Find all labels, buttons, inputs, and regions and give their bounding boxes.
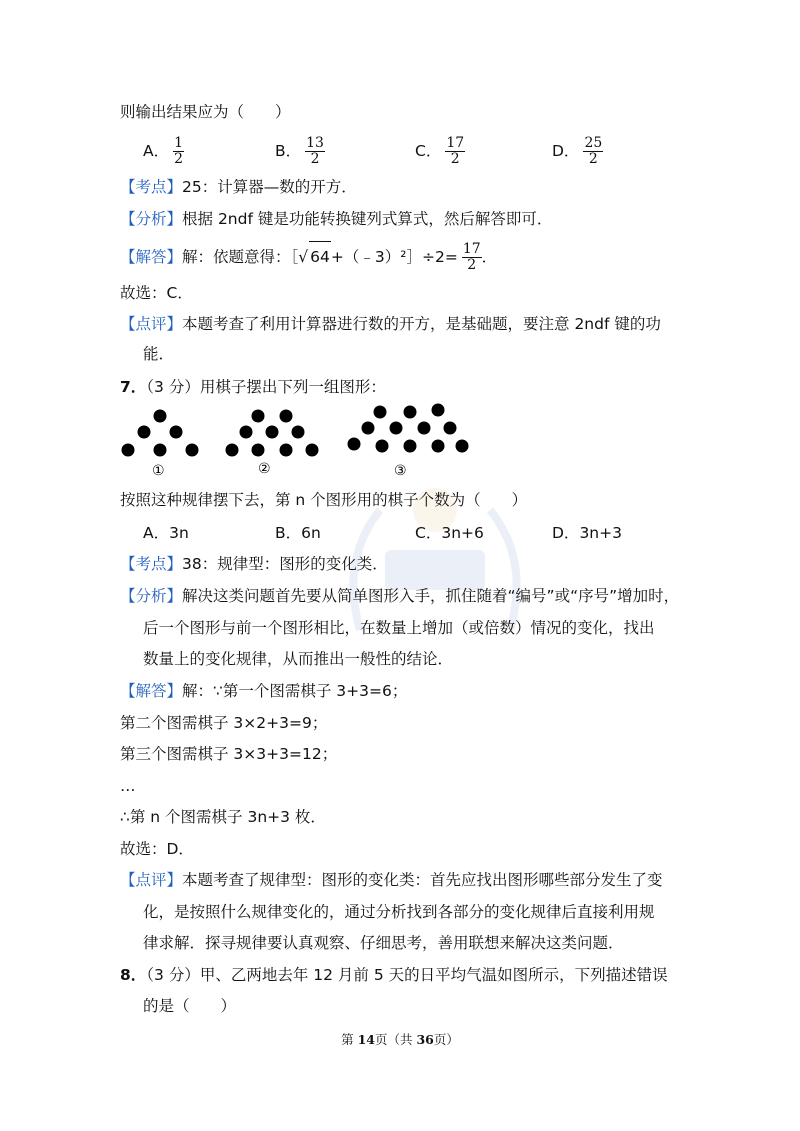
q6-option-c: C． $\frac{17}{2}$: [415, 135, 465, 167]
chess-piece: [122, 444, 135, 457]
q7-stem: 7．（3 分）用棋子摆出下列一组图形：: [120, 378, 386, 396]
chess-piece: [404, 440, 417, 453]
q6-question-end: 则输出结果应为（ ）: [120, 103, 291, 121]
q6-answer: 故选：C．: [120, 284, 193, 302]
chess-piece: [280, 444, 293, 457]
q7-answer: 故选：D．: [120, 840, 194, 858]
chess-piece: [362, 422, 375, 435]
q6-kaodian: 【考点】25：计算器—数的开方．: [120, 178, 357, 196]
fraction: $\frac{13}{2}$: [306, 135, 324, 167]
chess-piece: [170, 426, 183, 439]
pattern-3: [348, 404, 469, 453]
chess-piece: [154, 444, 167, 457]
q7-options: [143, 522, 663, 544]
chess-piece: [226, 444, 239, 457]
q6-option-a: A． $\frac{1}{2}$: [143, 135, 184, 167]
q7-option-b: B．6n: [275, 524, 321, 542]
chess-piece: [280, 410, 293, 423]
q7-option-a: A．3n: [143, 524, 189, 542]
chess-piece: [266, 426, 279, 439]
q7-fenxi-line1: 【分析】解决这类问题首先要从简单图形入手，抓住随着“编号”或“序号”增加时，: [120, 587, 680, 605]
q7-jieda-line5: ∴第 n 个图需棋子 3n+3 枚．: [120, 808, 326, 826]
q7-option-d: D．3n+3: [552, 524, 622, 542]
chess-piece: [390, 422, 403, 435]
q7-jieda-line3: 第三个图需棋子 3×3+3=12；: [120, 745, 338, 763]
q7-chess-figure: [118, 402, 478, 482]
q7-dianping-line1: 【点评】本题考查了规律型：图形的变化类：首先应找出图形哪些部分发生了变: [120, 871, 663, 889]
q7-jieda-line1: 【解答】解：∵第一个图需棋子 3+3=6；: [120, 682, 408, 700]
q6-dianping-line1: 【点评】本题考查了利用计算器进行数的开方，是基础题，要注意 2ndf 键的功: [120, 315, 661, 333]
pattern-2: [226, 410, 319, 457]
chess-piece: [292, 426, 305, 439]
chess-piece: [374, 406, 387, 419]
q7-kaodian: 【考点】38：规律型：图形的变化类．: [120, 555, 388, 573]
q6-options: [143, 136, 663, 170]
fraction: $\frac{1}{2}$: [174, 135, 184, 167]
page-footer: 第 14页（共 36页）: [341, 1032, 459, 1047]
chess-piece: [252, 410, 265, 423]
chess-piece: [186, 444, 199, 457]
pattern-1: [122, 410, 199, 457]
figure-label-1: ①: [152, 463, 165, 479]
q7-option-c: C．3n+6: [415, 524, 484, 542]
q7-jieda-line2: 第二个图需棋子 3×2+3=9；: [120, 714, 328, 732]
chess-piece: [138, 426, 151, 439]
q7-fenxi-line2: 后一个图形与前一个图形相比，在数量上增加（或倍数）情况的变化，找出: [143, 619, 655, 637]
fraction: $\frac{17}{2}$: [462, 241, 481, 273]
fraction: $\frac{25}{2}$: [584, 135, 603, 167]
chess-piece: [432, 404, 445, 417]
chess-piece: [404, 406, 417, 419]
figure-label-2: ②: [258, 461, 271, 477]
chess-piece: [348, 438, 361, 451]
chess-piece: [432, 440, 445, 453]
q8-stem-line1: 8．（3 分）甲、乙两地去年 12 月前 5 天的日平均气温如图所示，下列描述错误: [120, 966, 668, 984]
chess-piece: [456, 440, 469, 453]
fraction: $\frac{17}{2}$: [446, 135, 465, 167]
chess-piece: [306, 444, 319, 457]
q7-question: 按照这种规律摆下去，第 n 个图形用的棋子个数为（ ）: [120, 491, 528, 509]
q6-option-d: D． $\frac{25}{2}$: [552, 135, 603, 167]
q7-fenxi-line3: 数量上的变化规律，从而推出一般性的结论．: [143, 650, 454, 668]
q6-option-b: B． $\frac{13}{2}$: [275, 135, 324, 167]
chess-piece: [240, 426, 253, 439]
chess-piece: [418, 422, 431, 435]
q6-jieda: 【解答】解：依题意得：［√ 64+（﹣3）²］÷2= $\frac{17}{2}$ ．: [120, 241, 498, 273]
chess-piece: [252, 444, 265, 457]
q6-dianping-line2: 能．: [143, 345, 175, 363]
chess-piece: [376, 440, 389, 453]
page-number: 14: [357, 1032, 375, 1047]
q8-stem-line2: 的是（ ）: [143, 997, 237, 1015]
total-pages: 36: [416, 1032, 434, 1047]
figure-label-3: ③: [394, 463, 407, 479]
q7-dianping-line2: 化，是按照什么规律变化的，通过分析找到各部分的变化规律后直接利用规: [143, 903, 655, 921]
q7-jieda-line4: …: [120, 777, 136, 795]
chess-piece: [444, 422, 457, 435]
chess-piece: [154, 410, 167, 423]
q6-fenxi: 【分析】根据 2ndf 键是功能转换键列式算式，然后解答即可．: [120, 210, 553, 228]
q7-dianping-line3: 律求解．探寻规律要认真观察、仔细思考，善用联想来解决这类问题．: [143, 934, 624, 952]
